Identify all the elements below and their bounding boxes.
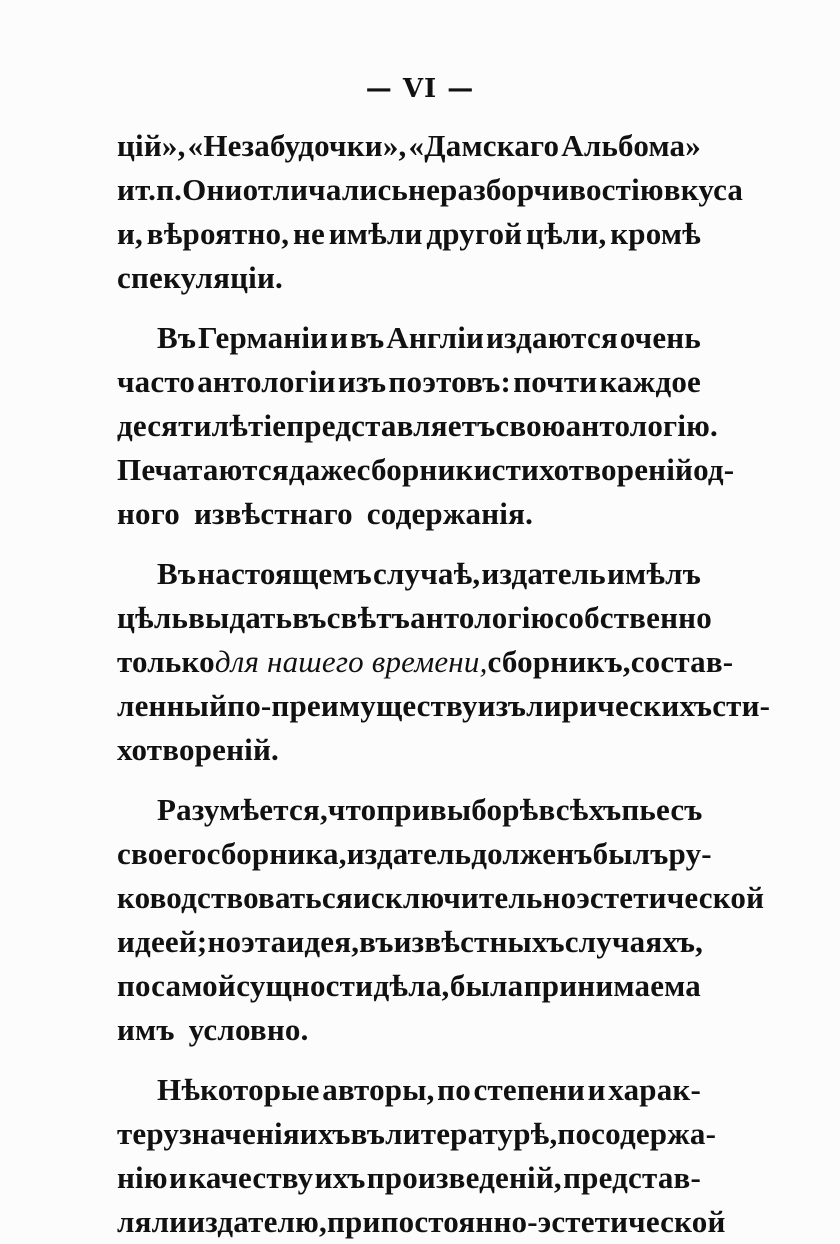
text-line: ного извѣстнаго содержанія. — [117, 496, 534, 531]
paragraph-gap — [117, 300, 701, 316]
paragraph-gap — [117, 1052, 701, 1068]
page-number: — VI — — [365, 74, 475, 104]
text-line: Печатаются даже сборники стихотвореній од- — [117, 452, 735, 487]
text-line: Въ Германіи и въ Англіи издаются очень — [157, 320, 701, 355]
text-line: ководствоваться исключительно эстетической — [117, 880, 765, 915]
text-line: спекуляціи. — [117, 260, 283, 295]
text-line: Въ настоящемъ случаѣ, издатель имѣлъ — [157, 556, 701, 591]
text-line: часто антологіи изъ поэтовъ: почти каждое — [117, 364, 701, 399]
body-text — [117, 124, 771, 1244]
text-line: десятилѣтіе представляетъ свою антологію. — [117, 408, 718, 443]
text-line: и т. п. Они отличались неразборчивостію вкуса — [117, 172, 744, 207]
text-line: идеей; но эта идея, въ извѣстныхъ случаяхъ, — [117, 924, 704, 959]
text-line: и, вѣроятно, не имѣли другой цѣли, кромѣ — [117, 216, 701, 251]
text-line: цій», «Незабудочки», «Дамскаго Альбома» — [117, 128, 701, 163]
text-line: теру значенія ихъ въ литературѣ, по содержа- — [117, 1116, 717, 1151]
text-line: имъ условно. — [117, 1012, 309, 1047]
text-line: ляли издателю, при постоянно-эстетической — [117, 1204, 726, 1239]
paragraph-gap — [117, 772, 701, 788]
text-line: своего сборника, издатель долженъ былъ ру- — [117, 836, 712, 871]
text-line: цѣль выдать въ свѣтъ антологію собственно — [117, 600, 712, 635]
text-line: ленный по-преимуществу изъ лирическихъ сти- — [117, 688, 771, 723]
text-line: Нѣкоторые авторы, по степени и харак- — [157, 1072, 701, 1107]
text-line: нію и качеству ихъ произведеній, представ- — [117, 1160, 701, 1195]
paragraph-gap — [117, 536, 701, 552]
text-line: по самой сущности дѣла, была принимаема — [117, 968, 701, 1003]
text-line: хотвореній. — [117, 732, 279, 767]
text-line: только для нашего времени, сборникъ, состав- — [117, 644, 734, 679]
text-line: Разумѣется, что при выборѣ всѣхъ пьесъ — [157, 792, 703, 827]
